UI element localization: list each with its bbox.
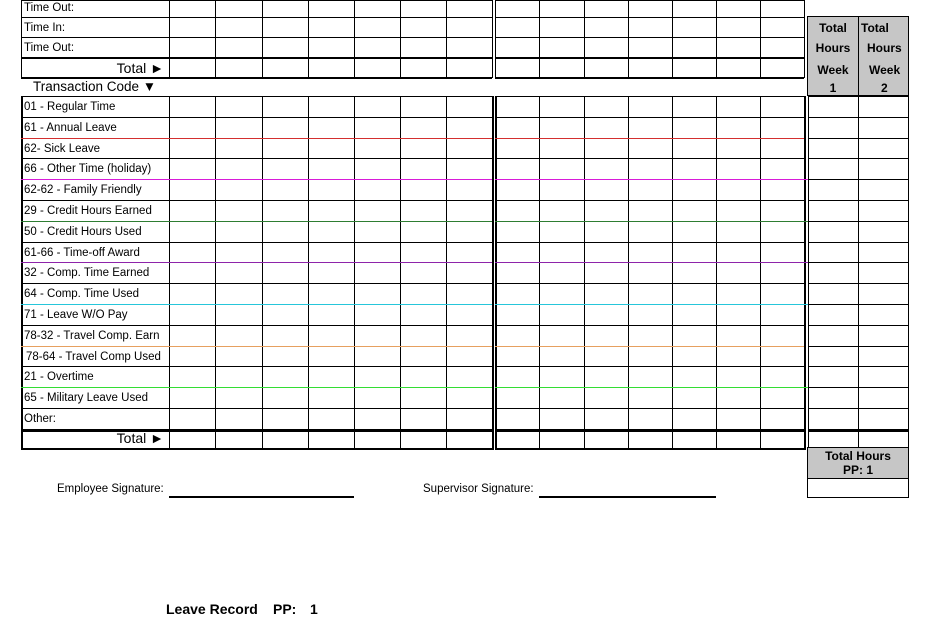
transaction-code-8: 32 - Comp. Time Earned — [24, 267, 150, 279]
top-col-line — [539, 0, 540, 78]
top-col-line — [400, 0, 401, 78]
code-row-line — [21, 325, 492, 326]
week-col-line — [908, 96, 909, 450]
code-col-line — [760, 96, 761, 450]
week1-line2: Hours — [815, 41, 851, 55]
transaction-color-line — [495, 138, 804, 139]
code-col-line — [672, 96, 673, 450]
bottom-total-bottom — [21, 448, 492, 450]
transaction-code-9: 64 - Comp. Time Used — [24, 288, 140, 300]
week2-line4: 2 — [881, 81, 888, 95]
bottom-total-bottom — [495, 448, 804, 450]
week2-total-header — [857, 21, 901, 95]
top-block-edge — [21, 0, 22, 78]
bottom-total-label: Total ► — [116, 430, 164, 446]
code-block-edge — [21, 96, 23, 450]
code-col-line — [628, 96, 629, 450]
top-col-line — [672, 0, 673, 78]
code-row-line — [21, 117, 492, 118]
transaction-color-line — [21, 346, 492, 347]
transaction-code-6: 50 - Credit Hours Used — [24, 226, 142, 238]
code-col-line — [215, 96, 216, 450]
code-col-line — [716, 96, 717, 450]
code-row-line — [495, 96, 804, 97]
transaction-color-line — [21, 387, 492, 388]
transaction-color-line — [804, 304, 808, 305]
employee-signature-label: Employee Signature: — [57, 483, 164, 495]
pp-box-mid — [807, 478, 909, 479]
top-row-line — [495, 17, 804, 18]
top-col-line — [354, 0, 355, 78]
code-row-line — [495, 200, 804, 201]
top-block-edge — [804, 0, 805, 78]
top-row-line — [495, 37, 804, 38]
transaction-color-line — [495, 262, 804, 263]
code-row-line — [21, 200, 492, 201]
code-row-line — [495, 283, 804, 284]
top-row-line — [495, 0, 804, 1]
transaction-code-header: Transaction Code ▼ — [33, 79, 157, 94]
footer-pp-label: PP: — [273, 601, 297, 617]
transaction-code-15: Other: — [24, 413, 56, 425]
bottom-total-top — [495, 430, 804, 432]
transaction-code-0: 01 - Regular Time — [24, 101, 116, 113]
code-block-edge — [804, 96, 806, 450]
transaction-color-line — [495, 387, 804, 388]
pp-box-right — [908, 447, 909, 498]
code-col-line — [262, 96, 263, 450]
time-out-label-1: Time Out: — [24, 2, 75, 14]
code-col-line — [539, 96, 540, 450]
code-row-line — [21, 158, 492, 159]
transaction-color-line — [21, 221, 492, 222]
code-col-line — [584, 96, 585, 450]
top-row-line — [21, 37, 492, 38]
week1-line4: 1 — [829, 81, 837, 95]
week1-line3: Week — [817, 63, 849, 77]
transaction-code-3: 66 - Other Time (holiday) — [24, 163, 152, 175]
code-row-line — [21, 283, 492, 284]
transaction-code-13: 21 - Overtime — [24, 371, 94, 383]
top-col-line — [262, 0, 263, 78]
transaction-code-2: 62- Sick Leave — [24, 143, 101, 155]
total-row-bottom — [495, 77, 804, 79]
top-col-line — [308, 0, 309, 78]
code-col-line — [169, 96, 170, 450]
top-total-label: Total ► — [116, 60, 164, 76]
code-block-edge — [492, 96, 494, 450]
supervisor-signature-label: Supervisor Signature: — [423, 483, 534, 495]
code-row-line — [495, 366, 804, 367]
transaction-color-line — [804, 262, 808, 263]
top-col-line — [760, 0, 761, 78]
code-row-line — [21, 366, 492, 367]
pp-total-header — [808, 449, 908, 477]
transaction-code-10: 71 - Leave W/O Pay — [24, 309, 128, 321]
top-col-line — [169, 0, 170, 78]
week-col-line — [858, 96, 859, 450]
transaction-code-7: 61-66 - Time-off Award — [24, 247, 140, 259]
pp-total-line1: Total Hours — [825, 449, 891, 463]
code-row-line — [495, 408, 804, 409]
top-col-line — [584, 0, 585, 78]
top-col-line — [446, 0, 447, 78]
transaction-color-line — [21, 179, 492, 180]
transaction-code-11: 78-32 - Travel Comp. Earn — [24, 330, 160, 342]
top-block-edge — [492, 0, 493, 78]
transaction-color-line — [495, 179, 804, 180]
code-row-line — [21, 408, 492, 409]
week2-line2: Hours — [867, 41, 902, 55]
code-block-edge — [495, 96, 497, 450]
top-row-line — [21, 0, 492, 1]
footer-title: Leave Record — [166, 601, 258, 617]
code-row-line — [495, 242, 804, 243]
total-row-top — [21, 57, 492, 59]
week1-line1: Total — [819, 21, 847, 35]
footer-pp-value: 1 — [310, 601, 318, 617]
pp-box-bottom — [807, 497, 909, 498]
top-row-line — [21, 17, 492, 18]
code-row-line — [495, 325, 804, 326]
transaction-color-line — [495, 304, 804, 305]
code-col-line — [400, 96, 401, 450]
code-col-line — [446, 96, 447, 450]
week2-line1: Total — [861, 21, 889, 35]
week1-total-header — [808, 21, 858, 95]
top-col-line — [628, 0, 629, 78]
top-col-line — [215, 0, 216, 78]
employee-signature-line[interactable] — [169, 496, 354, 498]
transaction-color-line — [495, 221, 804, 222]
transaction-color-line — [804, 221, 808, 222]
top-col-line — [716, 0, 717, 78]
pp-total-line2: PP: 1 — [842, 463, 873, 477]
week-col-line — [808, 96, 809, 450]
week2-line3: Week — [869, 63, 901, 77]
code-col-line — [308, 96, 309, 450]
transaction-color-line — [804, 387, 808, 388]
transaction-color-line — [21, 262, 492, 263]
code-row-line — [495, 117, 804, 118]
transaction-color-line — [21, 138, 492, 139]
transaction-code-1: 61 - Annual Leave — [24, 122, 117, 134]
transaction-color-line — [804, 179, 808, 180]
code-row-line — [495, 158, 804, 159]
time-in-label: Time In: — [24, 22, 66, 34]
code-row-line — [21, 96, 492, 97]
supervisor-signature-line[interactable] — [539, 496, 716, 498]
transaction-code-12: 78-64 - Travel Comp Used — [26, 351, 161, 363]
transaction-code-4: 62-62 - Family Friendly — [24, 184, 142, 196]
transaction-color-line — [21, 304, 492, 305]
transaction-color-line — [495, 346, 804, 347]
transaction-code-14: 65 - Military Leave Used — [24, 392, 148, 404]
time-out-label-2: Time Out: — [24, 42, 75, 54]
code-row-line — [21, 242, 492, 243]
total-row-top — [495, 57, 804, 59]
week-header-right — [908, 16, 909, 96]
code-col-line — [354, 96, 355, 450]
transaction-code-5: 29 - Credit Hours Earned — [24, 205, 152, 217]
top-block-edge — [495, 0, 496, 78]
